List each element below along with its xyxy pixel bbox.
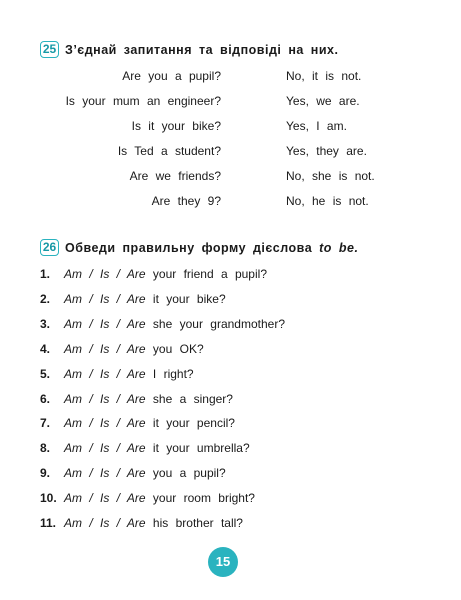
verb-options[interactable]: Am / Is / Are — [64, 416, 146, 431]
verb-item — [40, 367, 194, 387]
match-row — [0, 144, 461, 164]
verb-options[interactable]: Am / Is / Are — [64, 491, 146, 506]
exercise-26-header — [40, 239, 358, 256]
verb-options[interactable]: Am / Is / Are — [64, 341, 146, 356]
question-text[interactable]: Is it your bike? — [131, 119, 221, 133]
page-number-badge: 15 — [208, 547, 238, 577]
item-number: 10. — [40, 491, 57, 506]
match-row — [0, 69, 461, 89]
match-row — [0, 94, 461, 114]
verb-item — [40, 441, 250, 461]
verb-options[interactable]: Am / Is / Are — [64, 291, 146, 306]
verb-item — [40, 416, 235, 436]
answer-text[interactable]: Yes, we are. — [286, 94, 360, 108]
match-row — [0, 119, 461, 139]
question-text[interactable]: Is Ted a student? — [117, 144, 221, 158]
item-number: 3. — [40, 316, 51, 331]
exercise-title-main: Обведи правильну форму дієслова — [65, 240, 313, 255]
sentence-rest: you a pupil? — [152, 466, 226, 481]
answer-text[interactable]: No, it is not. — [286, 69, 362, 83]
question-text[interactable]: Are we friends? — [129, 169, 221, 183]
verb-item — [40, 342, 204, 362]
verb-item — [40, 491, 255, 511]
verb-options[interactable]: Am / Is / Are — [64, 316, 146, 331]
verb-item — [40, 292, 226, 312]
verb-options[interactable]: Am / Is / Are — [64, 441, 146, 456]
sentence-rest: she a singer? — [152, 391, 233, 406]
exercise-title — [65, 241, 358, 255]
exercise-number-badge: 25 — [40, 41, 59, 58]
item-number: 1. — [40, 267, 51, 281]
match-row — [0, 169, 461, 189]
verb-item — [40, 317, 285, 337]
sentence-rest: it your umbrella? — [152, 441, 250, 456]
verb-options[interactable]: Am / Is / Are — [64, 366, 146, 381]
verb-item — [40, 267, 267, 287]
exercise-title: З’єднай запитання та відповіді на них. — [65, 42, 339, 57]
item-number: 11. — [40, 516, 57, 530]
verb-options[interactable]: Am / Is / Are — [64, 466, 146, 481]
exercise-title-verb: to be. — [319, 240, 359, 255]
sentence-rest: I right? — [152, 366, 194, 381]
verb-options[interactable]: Am / Is / Are — [64, 516, 146, 530]
verb-item — [40, 392, 233, 412]
answer-text[interactable]: No, she is not. — [286, 169, 375, 183]
sentence-rest: it your pencil? — [152, 416, 235, 431]
exercise-number-badge: 26 — [40, 239, 59, 256]
match-row — [0, 194, 461, 214]
exercise-25-header — [40, 41, 338, 58]
item-number: 2. — [40, 291, 51, 306]
sentence-rest: your room bright? — [152, 491, 255, 506]
answer-text[interactable]: No, he is not. — [286, 194, 369, 208]
question-text[interactable]: Is your mum an engineer? — [65, 94, 221, 108]
answer-text[interactable]: Yes, they are. — [286, 144, 367, 158]
sentence-rest: you OK? — [152, 341, 204, 356]
item-number: 5. — [40, 366, 51, 381]
sentence-rest: your friend a pupil? — [152, 267, 267, 281]
verb-item — [40, 466, 226, 486]
item-number: 7. — [40, 416, 51, 431]
question-text[interactable]: Are you a pupil? — [122, 69, 221, 83]
verb-options[interactable]: Am / Is / Are — [64, 267, 146, 281]
item-number: 8. — [40, 441, 51, 456]
item-number: 4. — [40, 341, 51, 356]
verb-item — [40, 516, 243, 536]
item-number: 9. — [40, 466, 51, 481]
verb-options[interactable]: Am / Is / Are — [64, 391, 146, 406]
answer-text[interactable]: Yes, I am. — [286, 119, 347, 133]
sentence-rest: she your grandmother? — [152, 316, 285, 331]
question-text[interactable]: Are they 9? — [151, 194, 221, 208]
sentence-rest: his brother tall? — [152, 516, 243, 530]
sentence-rest: it your bike? — [152, 291, 226, 306]
item-number: 6. — [40, 391, 51, 406]
